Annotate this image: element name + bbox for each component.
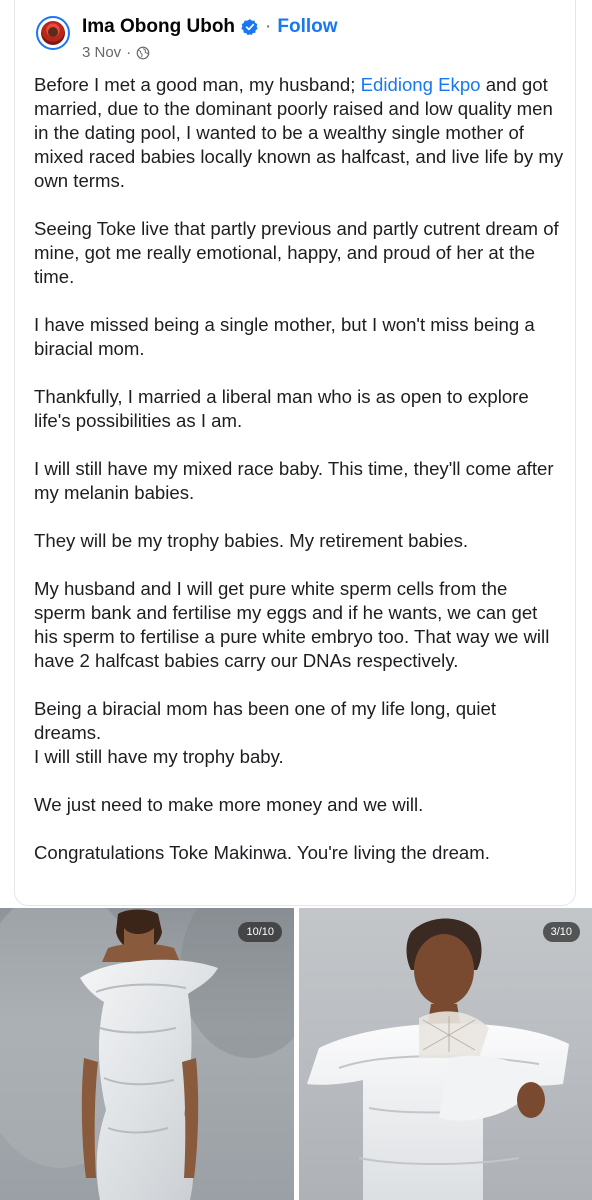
- author-name[interactable]: Ima Obong Uboh: [82, 16, 236, 37]
- separator-dot: ·: [265, 16, 272, 37]
- mention-link[interactable]: Edidiong Ekpo: [360, 74, 481, 95]
- post-paragraph: Seeing Toke live that partly previous and partly cutrent dream of mine, got me really emotional, happy, and proud of her at the time.: [34, 218, 559, 287]
- post-paragraph: My husband and I will get pure white sperm cells from the sperm bank and fertilise my eggs and if he wants, we can get his sperm to fertilise a pure white embryo too. That way we will have 2 halfcast babies carry our DNAs respectively.: [34, 578, 550, 671]
- follow-button[interactable]: Follow: [277, 16, 338, 37]
- post-date[interactable]: 3 Nov: [82, 44, 122, 61]
- photo-gallery: [0, 908, 592, 1200]
- post-text: [34, 73, 564, 889]
- post-paragraph: I will still have my mixed race baby. This time, they'll come after my melanin babies.: [34, 458, 554, 503]
- post-meta: [82, 44, 150, 61]
- paragraph-text: Before I met a good man, my husband;: [34, 74, 361, 95]
- post-paragraph: I have missed being a single mother, but I won't miss being a biracial mom.: [34, 314, 535, 359]
- photo-1[interactable]: [0, 908, 294, 1200]
- post-header: [36, 14, 556, 64]
- paragraph-text: and got married, due to the dominant poorly raised and low quality men in the dating pool, I wanted to be a wealthy single mother of mixed raced babies locally known as halfcast, and live life by my own terms.: [34, 74, 564, 191]
- author-row: [82, 16, 338, 38]
- photo-2-image: [299, 908, 592, 1200]
- post-paragraph: We just need to make more money and we will.: [34, 794, 424, 815]
- verified-badge-icon: [241, 18, 259, 36]
- photo-counter: 3/10: [543, 922, 580, 942]
- meta-separator: ·: [126, 44, 132, 61]
- post-paragraph: [34, 73, 564, 193]
- post-paragraph: They will be my trophy babies. My retirement babies.: [34, 530, 469, 551]
- photo-1-image: [0, 908, 294, 1200]
- globe-icon: [136, 46, 150, 60]
- post-paragraph: I will still have my trophy baby.: [34, 746, 284, 767]
- post-paragraph: Congratulations Toke Makinwa. You're living the dream.: [34, 842, 490, 863]
- avatar-image: [41, 21, 65, 45]
- post-paragraph: Thankfully, I married a liberal man who is as open to explore life's possibilities as I am.: [34, 386, 529, 431]
- photo-2[interactable]: [299, 908, 592, 1200]
- photo-counter: 10/10: [238, 922, 282, 942]
- author-avatar[interactable]: [36, 16, 70, 50]
- post-paragraph: Being a biracial mom has been one of my life long, quiet dreams.: [34, 698, 497, 743]
